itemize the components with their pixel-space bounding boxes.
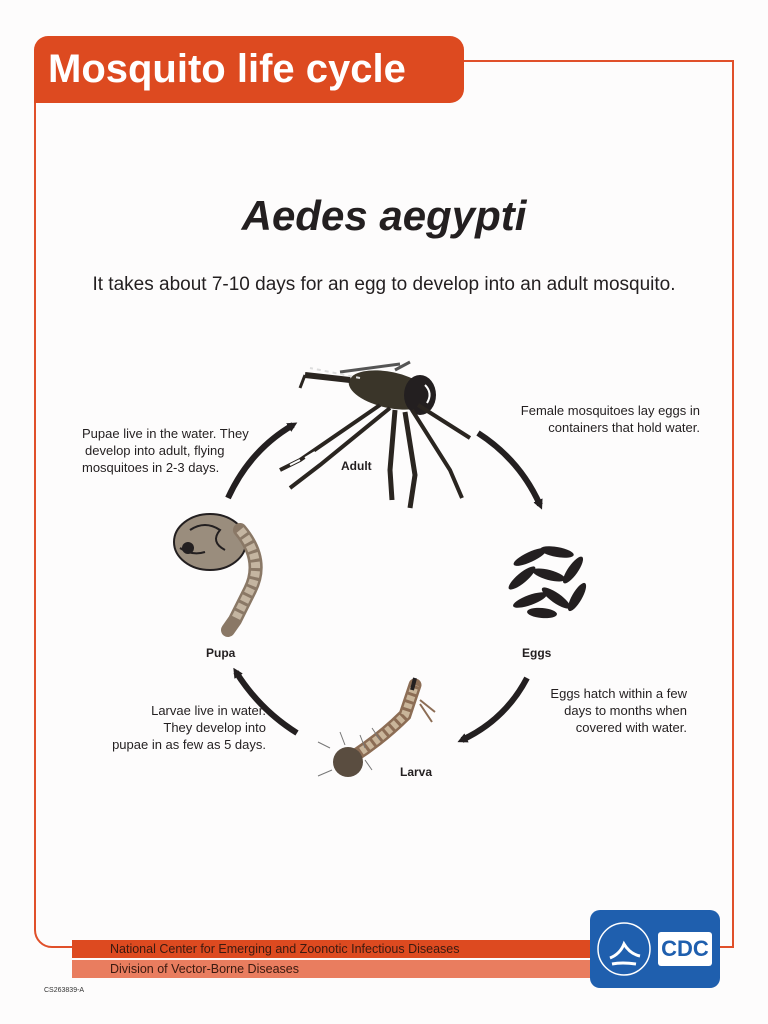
- stage-label-larva: Larva: [400, 765, 433, 779]
- document-code: CS263839-A: [44, 987, 85, 994]
- arrow-eggs-to-larva: [462, 678, 527, 740]
- caption-pupa: Pupae live in the water. They develop into adult, flying mosquitoes in 2-3 days.: [82, 426, 249, 475]
- larva-illustration: [318, 678, 435, 777]
- species-name: Aedes aegypti: [241, 192, 527, 239]
- footer-center-name: National Center for Emerging and Zoonotic Infectious Diseases: [72, 940, 632, 958]
- pupa-illustration: [174, 514, 256, 630]
- eggs-illustration: [506, 544, 590, 619]
- caption-eggs: Eggs hatch within a few days to months when covered with water.: [550, 686, 687, 735]
- page-title: Mosquito life cycle: [34, 36, 464, 103]
- subtitle: It takes about 7-10 days for an egg to develop into an adult mosquito.: [92, 274, 676, 295]
- arrow-adult-to-eggs: [478, 433, 540, 505]
- caption-adult: Female mosquitoes lay eggs in containers that hold water.: [520, 403, 700, 435]
- cdc-wordmark: CDC: [661, 936, 709, 961]
- cdc-logo: [590, 910, 720, 988]
- stage-label-eggs: Eggs: [522, 646, 552, 660]
- caption-larva: Larvae live in water. They develop into pupae in as few as 5 days.: [112, 703, 266, 752]
- adult-mosquito-illustration: [280, 362, 470, 508]
- stage-label-adult: Adult: [341, 459, 372, 473]
- footer-division-name: Division of Vector-Borne Diseases: [72, 960, 632, 978]
- stage-label-pupa: Pupa: [206, 646, 236, 660]
